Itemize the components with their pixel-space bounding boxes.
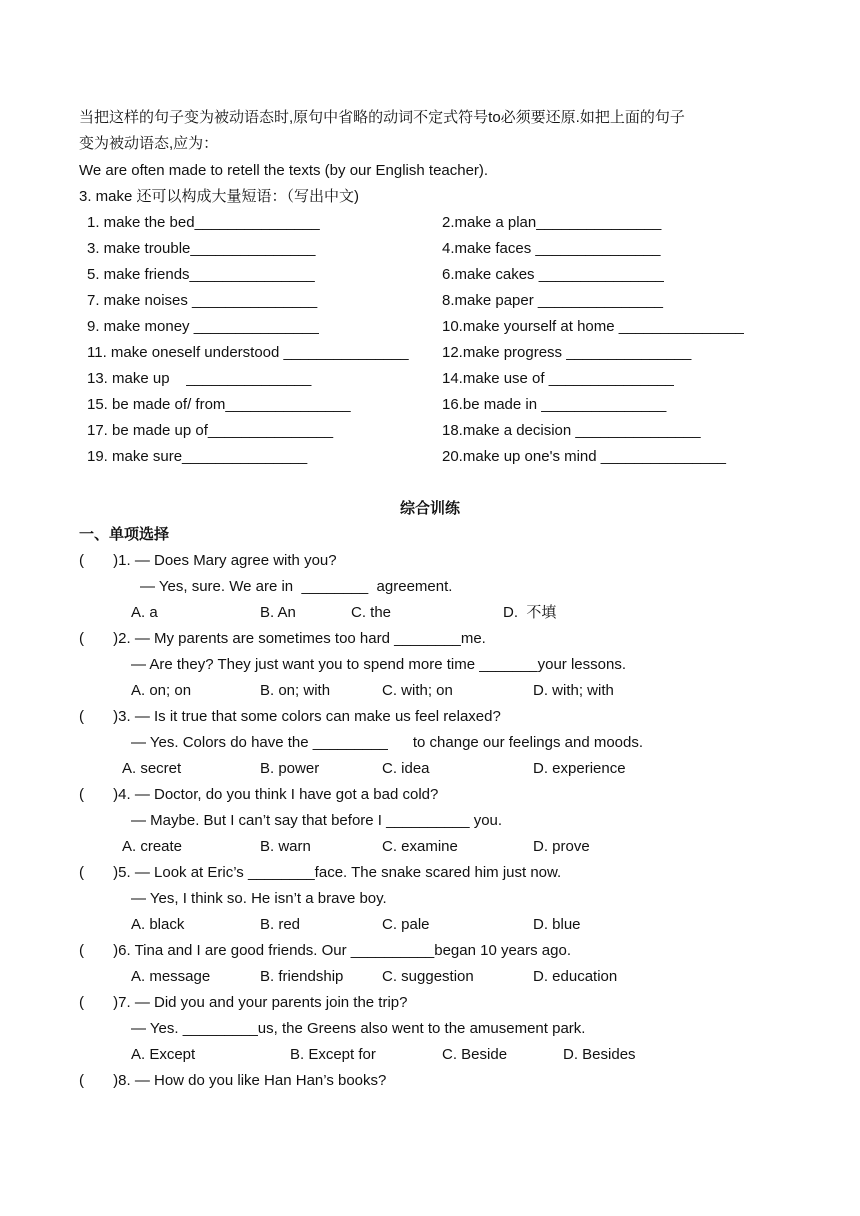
- phrase-left: 7. make noises _______________: [87, 292, 318, 309]
- question-reply: — Yes, I think so. He isn’t a brave boy.: [131, 890, 387, 907]
- option-d: D. blue: [533, 916, 581, 933]
- option-c: C. the: [351, 604, 392, 621]
- option-b: B. red: [260, 916, 301, 933]
- question-reply: — Yes. _________us, the Greens also went to the amusement park.: [131, 1020, 586, 1037]
- option-b: B. power: [260, 760, 320, 777]
- phrase-right: 20.make up one's mind _______________: [442, 448, 726, 465]
- option-a: A. black: [131, 916, 185, 933]
- question-reply: — Maybe. But I can’t say that before I __________ you.: [131, 812, 503, 829]
- question-reply: — Yes, sure. We are in ________ agreement.: [140, 578, 453, 595]
- phrase-left: 17. be made up of_______________: [87, 422, 334, 439]
- option-d: D. education: [533, 968, 618, 985]
- phrase-left: 19. make sure_______________: [87, 448, 308, 465]
- question-stem: ( )3. — Is it true that some colors can make us feel relaxed?: [79, 708, 501, 725]
- phrase-right: 18.make a decision _______________: [442, 422, 701, 439]
- option-a: A. on; on: [131, 682, 192, 699]
- option-d: D. 不填: [503, 604, 557, 621]
- option-c: C. with; on: [382, 682, 453, 699]
- option-c: C. Beside: [442, 1046, 508, 1063]
- question-stem: ( )1. — Does Mary agree with you?: [79, 552, 337, 569]
- phrase-right: 14.make use of _______________: [442, 370, 674, 387]
- question-stem: ( )7. — Did you and your parents join the trip?: [79, 994, 408, 1011]
- option-c: C. pale: [382, 916, 430, 933]
- question-reply: — Yes. Colors do have the _________ to change our feelings and moods.: [131, 734, 644, 751]
- phrase-left: 3. make trouble_______________: [87, 240, 316, 257]
- question-stem: ( )5. — Look at Eric’s ________face. The snake scared him just now.: [79, 864, 562, 881]
- option-d: D. prove: [533, 838, 590, 855]
- phrase-heading: 3. make 还可以构成大量短语：（写出中文): [79, 188, 360, 205]
- question-reply: — Are they? They just want you to spend more time _______your lessons.: [131, 656, 626, 673]
- option-b: B. An: [260, 604, 296, 621]
- option-a: A. a: [131, 604, 158, 621]
- phrase-left: 1. make the bed_______________: [87, 214, 320, 231]
- option-b: B. friendship: [260, 968, 344, 985]
- phrase-left: 9. make money _______________: [87, 318, 319, 335]
- phrase-left: 11. make oneself understood _______________: [87, 344, 409, 361]
- option-a: A. Except: [131, 1046, 196, 1063]
- option-d: D. experience: [533, 760, 626, 777]
- intro-line-1: 当把这样的句子变为被动语态时,原句中省略的动词不定式符号to必须要还原.如把上面的句子: [79, 109, 685, 126]
- phrase-left: 15. be made of/ from_______________: [87, 396, 351, 413]
- phrase-left: 13. make up _______________: [87, 370, 312, 387]
- question-stem: ( )4. — Doctor, do you think I have got a bad cold?: [79, 786, 439, 803]
- option-b: B. Except for: [290, 1046, 376, 1063]
- option-c: C. idea: [382, 760, 430, 777]
- option-d: D. with; with: [533, 682, 614, 699]
- phrase-right: 6.make cakes _______________: [442, 266, 664, 283]
- phrase-right: 2.make a plan_______________: [442, 214, 662, 231]
- intro-line-2: 变为被动语态,应为：: [79, 135, 219, 152]
- phrase-right: 8.make paper _______________: [442, 292, 664, 309]
- phrase-right: 4.make faces _______________: [442, 240, 661, 257]
- question-stem: ( )2. — My parents are sometimes too hard ________me.: [79, 630, 486, 647]
- option-b: B. warn: [260, 838, 311, 855]
- question-stem: ( )8. — How do you like Han Han’s books?: [79, 1072, 387, 1089]
- option-c: C. suggestion: [382, 968, 474, 985]
- phrase-right: 10.make yourself at home _______________: [442, 318, 744, 335]
- intro-example-sentence: We are often made to retell the texts (by our English teacher).: [79, 162, 489, 179]
- option-c: C. examine: [382, 838, 458, 855]
- part-title: 一、单项选择: [79, 526, 170, 543]
- phrase-right: 16.be made in _______________: [442, 396, 667, 413]
- question-stem: ( )6. Tina and I are good friends. Our __________began 10 years ago.: [79, 942, 571, 959]
- option-d: D. Besides: [563, 1046, 636, 1063]
- phrase-right: 12.make progress _______________: [442, 344, 692, 361]
- option-a: A. message: [131, 968, 211, 985]
- phrase-left: 5. make friends_______________: [87, 266, 315, 283]
- option-a: A. create: [122, 838, 183, 855]
- option-a: A. secret: [122, 760, 182, 777]
- option-b: B. on; with: [260, 682, 331, 699]
- section-title: 综合训练: [399, 500, 460, 517]
